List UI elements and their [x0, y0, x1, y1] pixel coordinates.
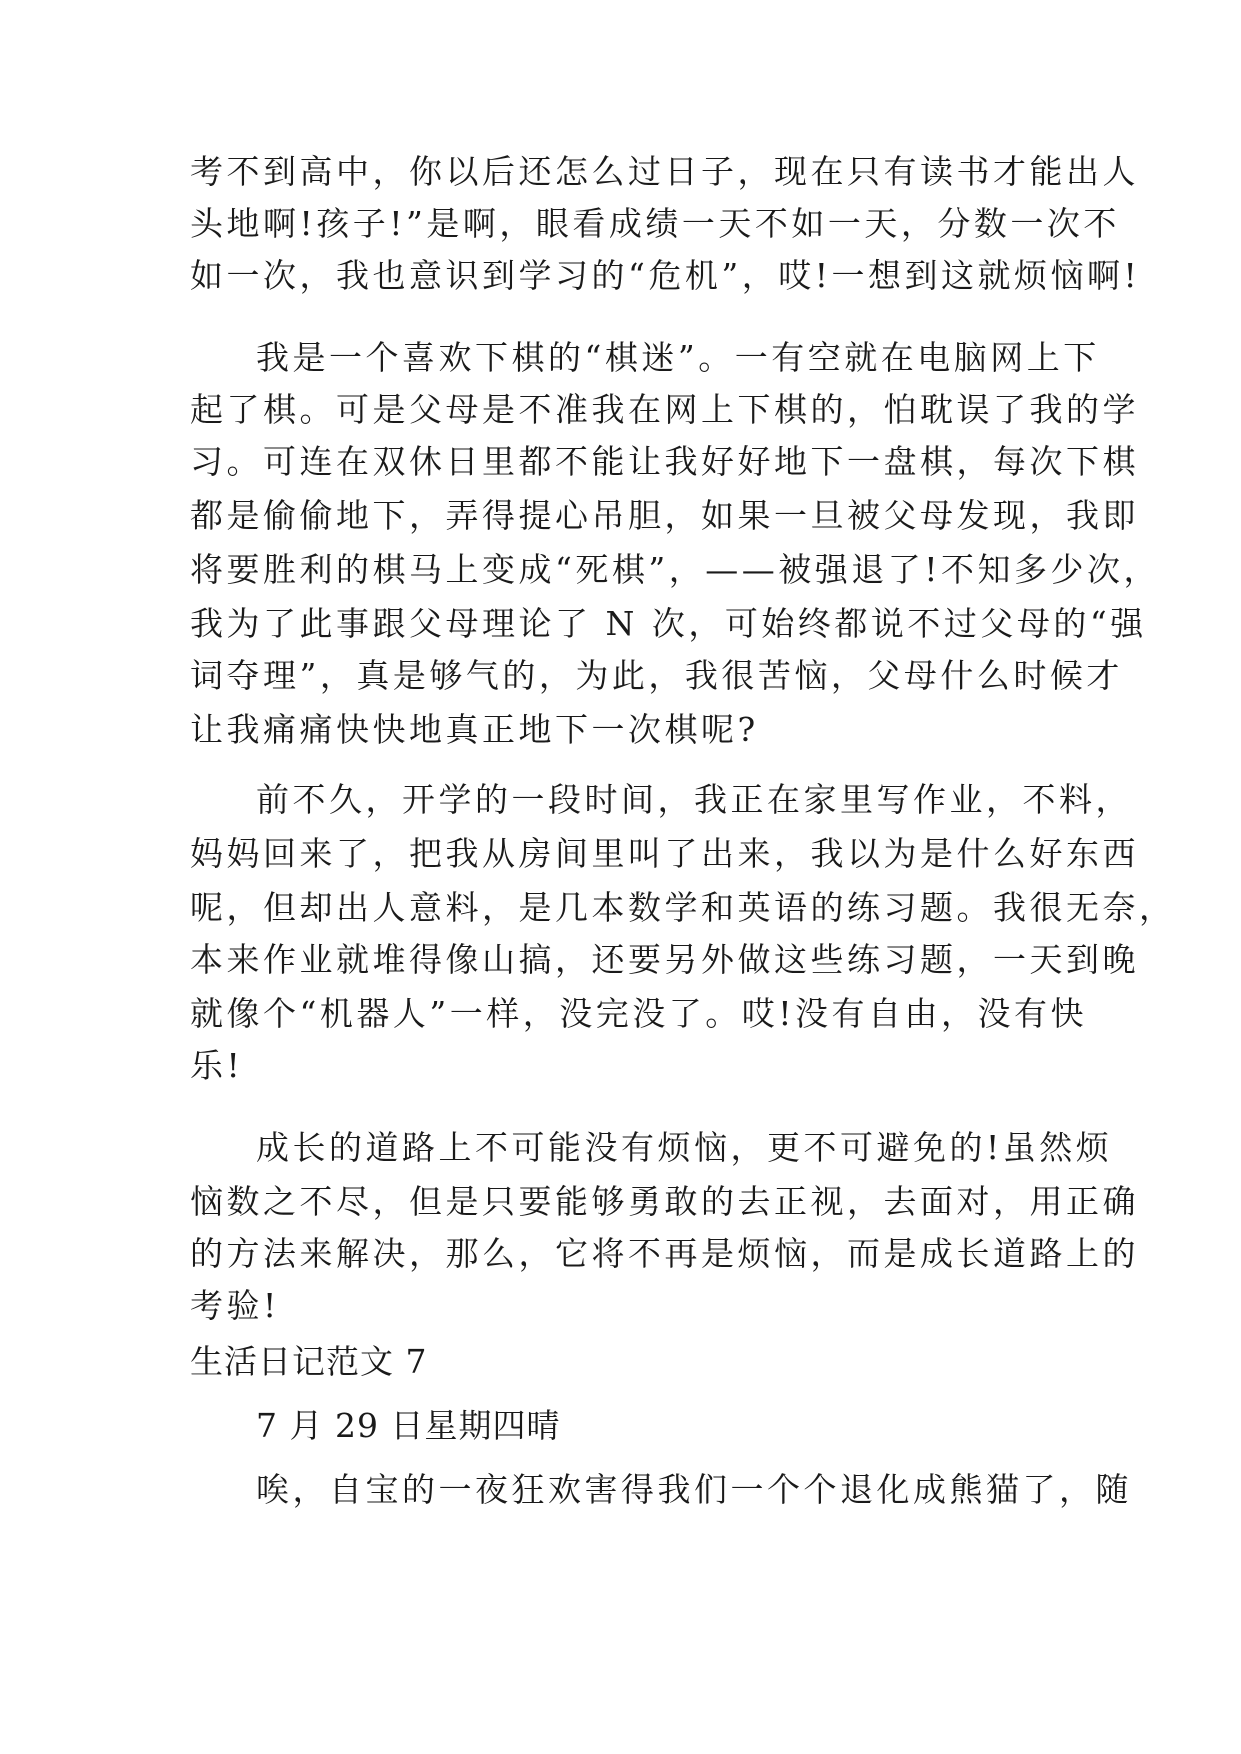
- paragraph-first-line: 我是一个喜欢下棋的“棋迷”。一有空就在电脑网上下: [256, 338, 1100, 377]
- text-line: 头地啊!孩子!”是啊，眼看成绩一天不如一天，分数一次不: [190, 204, 1120, 243]
- text-line: 起了棋。可是父母是不准我在网上下棋的，怕耽误了我的学: [190, 390, 1139, 429]
- text-line: 本来作业就堆得像山搞，还要另外做这些练习题，一天到晚: [190, 940, 1139, 979]
- paragraph-first-line: 唉，自宝的一夜狂欢害得我们一个个退化成熊猫了，随: [256, 1470, 1132, 1509]
- text-line: 考验!: [190, 1286, 280, 1325]
- paragraph-first-line: 成长的道路上不可能没有烦恼，更不可避免的!虽然烦: [256, 1128, 1113, 1167]
- text-line: 都是偷偷地下，弄得提心吊胆，如果一旦被父母发现，我即: [190, 496, 1139, 535]
- text-line: 如一次，我也意识到学习的“危机”，哎!一想到这就烦恼啊!: [190, 256, 1141, 295]
- section-heading: 生活日记范文 7: [190, 1342, 428, 1381]
- text-line: 恼数之不尽，但是只要能够勇敢的去正视，去面对，用正确: [190, 1182, 1139, 1221]
- text-line: 妈妈回来了，把我从房间里叫了出来，我以为是什么好东西: [190, 834, 1139, 873]
- text-line: 乐!: [190, 1046, 244, 1085]
- text-line: 词夺理”，真是够气的，为此，我很苦恼，父母什么时候才: [190, 656, 1123, 695]
- paragraph-first-line: 前不久，开学的一段时间，我正在家里写作业，不料，: [256, 780, 1132, 819]
- text-line: 让我痛痛快快地真正地下一次棋呢?: [190, 710, 759, 749]
- text-line: 呢，但却出人意料，是几本数学和英语的练习题。我很无奈，: [190, 888, 1176, 927]
- text-line: 将要胜利的棋马上变成“死棋”，——被强退了!不知多少次，: [190, 550, 1161, 589]
- text-line: 考不到高中，你以后还怎么过日子，现在只有读书才能出人: [190, 152, 1139, 191]
- text-line: 我为了此事跟父母理论了 N 次，可始终都说不过父母的“强: [190, 604, 1147, 643]
- text-line: 习。可连在双休日里都不能让我好好地下一盘棋，每次下棋: [190, 442, 1139, 481]
- text-line: 就像个“机器人”一样，没完没了。哎!没有自由，没有快: [190, 994, 1088, 1033]
- text-line: 的方法来解决，那么，它将不再是烦恼，而是成长道路上的: [190, 1234, 1139, 1273]
- diary-date: 7 月 29 日星期四晴: [256, 1406, 561, 1445]
